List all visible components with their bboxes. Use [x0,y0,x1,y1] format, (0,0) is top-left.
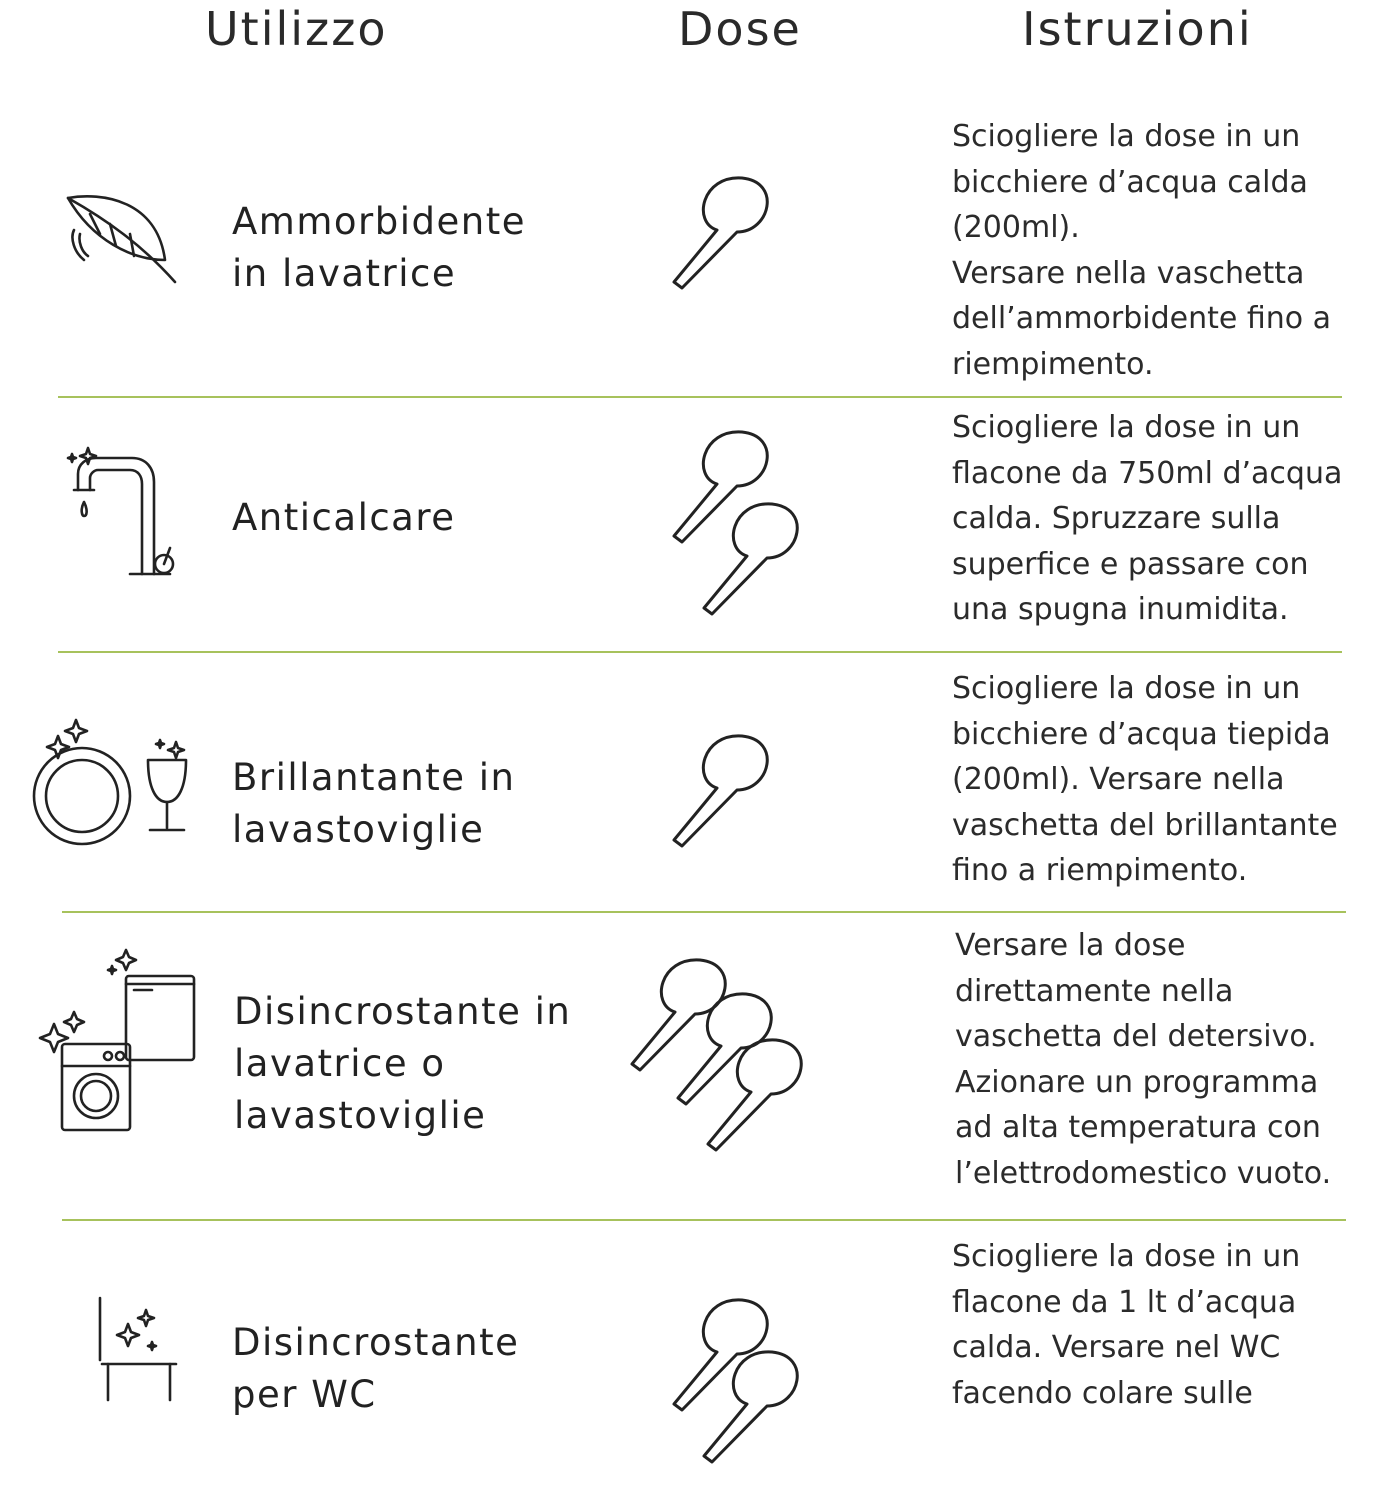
row-divider [58,396,1342,398]
spoon-icon [704,504,797,614]
leaf-icon [62,190,182,290]
spoon-icon [678,994,771,1104]
instructions-text: Sciogliere la dose in un flacone da 1 lt d’acqua calda. Versare nel WC facendo colare sulle [952,1239,1301,1411]
row-divider [58,651,1342,653]
column-header-dose: Dose [678,2,802,56]
spoon-icon [674,432,767,542]
column-header-instructions: Istruzioni [1022,2,1253,56]
use-label: Disincrostante in lavatrice o lavastoviglie [234,990,572,1137]
instructions-text: Versare la dose direttamente nella vaschetta del detersivo. Azionare un programma ad alta temperatura con l’elettrodomestico vuoto. [955,928,1332,1191]
instructions-text: Sciogliere la dose in un flacone da 750ml d’acqua calda. Spruzzare sulla superfice e passare con una spugna inumidita. [952,410,1343,627]
dose-spoons [662,424,822,624]
washing-machine-dishwasher-icon [40,946,200,1136]
instructions-text: Sciogliere la dose in un bicchiere d’acqua tiepida (200ml). Versare nella vaschetta del brillantante fino a riempimento. [952,671,1338,888]
use-label: Disincrostante per WC [232,1321,520,1416]
faucet-icon [66,440,186,580]
spoon-icon [674,736,767,846]
use-label: Brillantante in lavastoviglie [232,756,516,851]
dose-spoons [662,728,792,858]
plate-glass-icon [28,718,198,848]
toilet-icon [92,1296,192,1400]
row-divider [62,911,1346,913]
instructions-text: Sciogliere la dose in un bicchiere d’acqua calda (200ml). Versare nella vaschetta dell’ammorbidente fino a riempimento. [952,119,1332,382]
spoon-icon [708,1040,801,1150]
spoon-icon [674,178,767,288]
dose-spoons [662,170,792,300]
dose-spoons [662,1292,822,1492]
use-label: Anticalcare [232,496,456,539]
column-header-use: Utilizzo [205,2,388,56]
spoon-icon [704,1352,797,1462]
dose-spoons [620,952,830,1162]
spoon-icon [632,960,725,1070]
use-label: Ammorbidente in lavatrice [232,200,526,295]
row-divider [62,1219,1346,1221]
